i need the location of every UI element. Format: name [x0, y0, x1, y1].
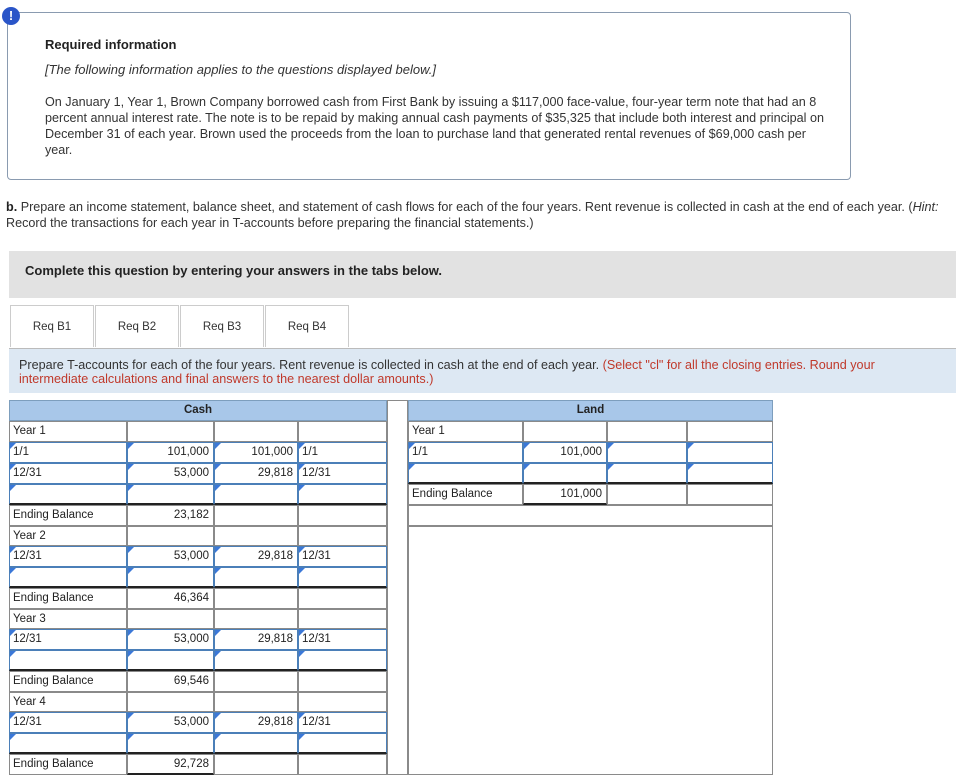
land-debit-input[interactable] [523, 463, 607, 484]
cash-blank [214, 526, 298, 546]
cash-credit-date[interactable] [298, 567, 387, 588]
cash-blank [298, 421, 387, 442]
cash-year1-label: Year 1 [9, 421, 127, 442]
cash-blank [298, 505, 387, 526]
cash-entry-date[interactable]: 12/31 [9, 712, 127, 733]
cash-credit-date[interactable]: 12/31 [298, 712, 387, 733]
cash-year4-label: Year 4 [9, 692, 127, 712]
cash-entry-date[interactable]: 12/31 [9, 546, 127, 567]
cash-ending-balance-value: 46,364 [127, 588, 214, 609]
cash-debit-input[interactable]: 53,000 [127, 629, 214, 650]
cash-blank [298, 609, 387, 629]
cash-debit-input[interactable] [127, 484, 214, 505]
part-b-text2: Record the transactions for each year in T-accounts before preparing the financial statements.) [6, 216, 534, 230]
land-entry-date[interactable]: 1/1 [408, 442, 523, 463]
cash-credit-date[interactable]: 12/31 [298, 463, 387, 484]
cash-credit-date[interactable] [298, 484, 387, 505]
cash-debit-input[interactable]: 101,000 [127, 442, 214, 463]
cash-blank [214, 588, 298, 609]
tab-req-b4[interactable]: Req B4 [265, 305, 349, 347]
cash-credit-input[interactable]: 29,818 [214, 463, 298, 484]
cash-entry-date[interactable] [9, 484, 127, 505]
instruction-main: Prepare T-accounts for each of the four years. Rent revenue is collected in cash at the end of each year. [19, 358, 603, 372]
land-debit-input[interactable]: 101,000 [523, 442, 607, 463]
cash-blank [127, 692, 214, 712]
part-b-hint: Hint: [912, 200, 939, 214]
part-b-label: b. [6, 200, 18, 214]
cash-credit-date[interactable]: 12/31 [298, 629, 387, 650]
tab-req-b3[interactable]: Req B3 [180, 305, 264, 347]
cash-blank [298, 692, 387, 712]
tab-bar [9, 304, 956, 349]
cash-debit-input[interactable]: 53,000 [127, 546, 214, 567]
cash-ending-balance-value: 23,182 [127, 505, 214, 526]
land-blank [607, 484, 687, 505]
complete-question-text: Complete this question by entering your answers in the tabs below. [25, 263, 443, 278]
cash-ending-balance-value: 92,728 [127, 754, 214, 775]
cash-blank [298, 588, 387, 609]
part-b-prompt [6, 199, 946, 231]
required-info-box [7, 8, 851, 180]
land-header: Land [408, 400, 773, 421]
tab-req-b2[interactable]: Req B2 [95, 305, 179, 347]
land-ending-balance-value: 101,000 [523, 484, 607, 505]
cash-blank [214, 671, 298, 692]
cash-blank [214, 609, 298, 629]
cash-debit-input[interactable] [127, 650, 214, 671]
land-credit-input[interactable] [607, 463, 687, 484]
cash-entry-date[interactable] [9, 733, 127, 754]
alert-icon: ! [2, 7, 20, 25]
cash-entry-date[interactable] [9, 650, 127, 671]
cash-blank [127, 421, 214, 442]
tab-req-b1[interactable]: Req B1 [10, 305, 94, 347]
cash-entry-date[interactable]: 12/31 [9, 463, 127, 484]
cash-blank [298, 754, 387, 775]
cash-debit-input[interactable] [127, 567, 214, 588]
part-b-text1: Prepare an income statement, balance sheet, and statement of cash flows for each of the four years. Rent revenue is collected in cash at the end of each year. ( [17, 200, 913, 214]
cash-credit-input[interactable] [214, 733, 298, 754]
required-info-subtitle: [The following information applies to the questions displayed below.] [45, 62, 436, 77]
cash-credit-input[interactable] [214, 567, 298, 588]
cash-ending-balance-label: Ending Balance [9, 505, 127, 526]
land-year1-label: Year 1 [408, 421, 523, 442]
complete-question-bar [9, 251, 956, 298]
cash-blank [298, 671, 387, 692]
cash-credit-date[interactable]: 1/1 [298, 442, 387, 463]
cash-entry-date[interactable]: 1/1 [9, 442, 127, 463]
land-ending-balance-label: Ending Balance [408, 484, 523, 505]
cash-blank [298, 526, 387, 546]
instructions [9, 349, 956, 393]
cash-credit-input[interactable]: 29,818 [214, 546, 298, 567]
column-spacer [387, 400, 408, 775]
cash-ending-balance-label: Ending Balance [9, 754, 127, 775]
cash-blank [214, 754, 298, 775]
cash-credit-input[interactable]: 29,818 [214, 629, 298, 650]
land-credit-date[interactable] [687, 442, 773, 463]
land-entry-date[interactable] [408, 463, 523, 484]
instruction-note: (Select "cl" for all the closing entries. Round your intermediate calculations and final answers to the nearest dollar amounts.) [19, 358, 875, 386]
cash-blank [214, 421, 298, 442]
land-credit-input[interactable] [607, 442, 687, 463]
cash-debit-input[interactable]: 53,000 [127, 712, 214, 733]
cash-blank [127, 526, 214, 546]
cash-header: Cash [9, 400, 387, 421]
required-info-body: On January 1, Year 1, Brown Company borrowed cash from First Bank by issuing a $117,000 face-value, four-year term note that had an 8 percent annual interest rate. The note is to be repaid by making annual cash payments of $35,325 that include both interest and principal on December 31 of each year. Brown used the proceeds from the loan to purchase land that generated rental revenues of $69,000 cash per year. [45, 95, 824, 157]
required-info-title: Required information [45, 37, 177, 52]
land-blank [687, 484, 773, 505]
cash-entry-date[interactable] [9, 567, 127, 588]
land-blank [607, 421, 687, 442]
land-blank [687, 421, 773, 442]
cash-blank [127, 609, 214, 629]
cash-ending-balance-label: Ending Balance [9, 671, 127, 692]
cash-debit-input[interactable]: 53,000 [127, 463, 214, 484]
cash-blank [214, 505, 298, 526]
cash-credit-date[interactable] [298, 733, 387, 754]
cash-year3-label: Year 3 [9, 609, 127, 629]
cash-blank [214, 692, 298, 712]
cash-ending-balance-value: 69,546 [127, 671, 214, 692]
land-credit-date[interactable] [687, 463, 773, 484]
cash-credit-date[interactable]: 12/31 [298, 546, 387, 567]
cash-entry-date[interactable]: 12/31 [9, 629, 127, 650]
cash-debit-input[interactable] [127, 733, 214, 754]
land-empty-area [408, 526, 773, 775]
cash-credit-input[interactable]: 101,000 [214, 442, 298, 463]
cash-credit-date[interactable] [298, 650, 387, 671]
land-blank [523, 421, 607, 442]
cash-credit-input[interactable] [214, 484, 298, 505]
cash-credit-input[interactable] [214, 650, 298, 671]
cash-ending-balance-label: Ending Balance [9, 588, 127, 609]
cash-credit-input[interactable]: 29,818 [214, 712, 298, 733]
land-blank-row [408, 505, 773, 526]
cash-year2-label: Year 2 [9, 526, 127, 546]
